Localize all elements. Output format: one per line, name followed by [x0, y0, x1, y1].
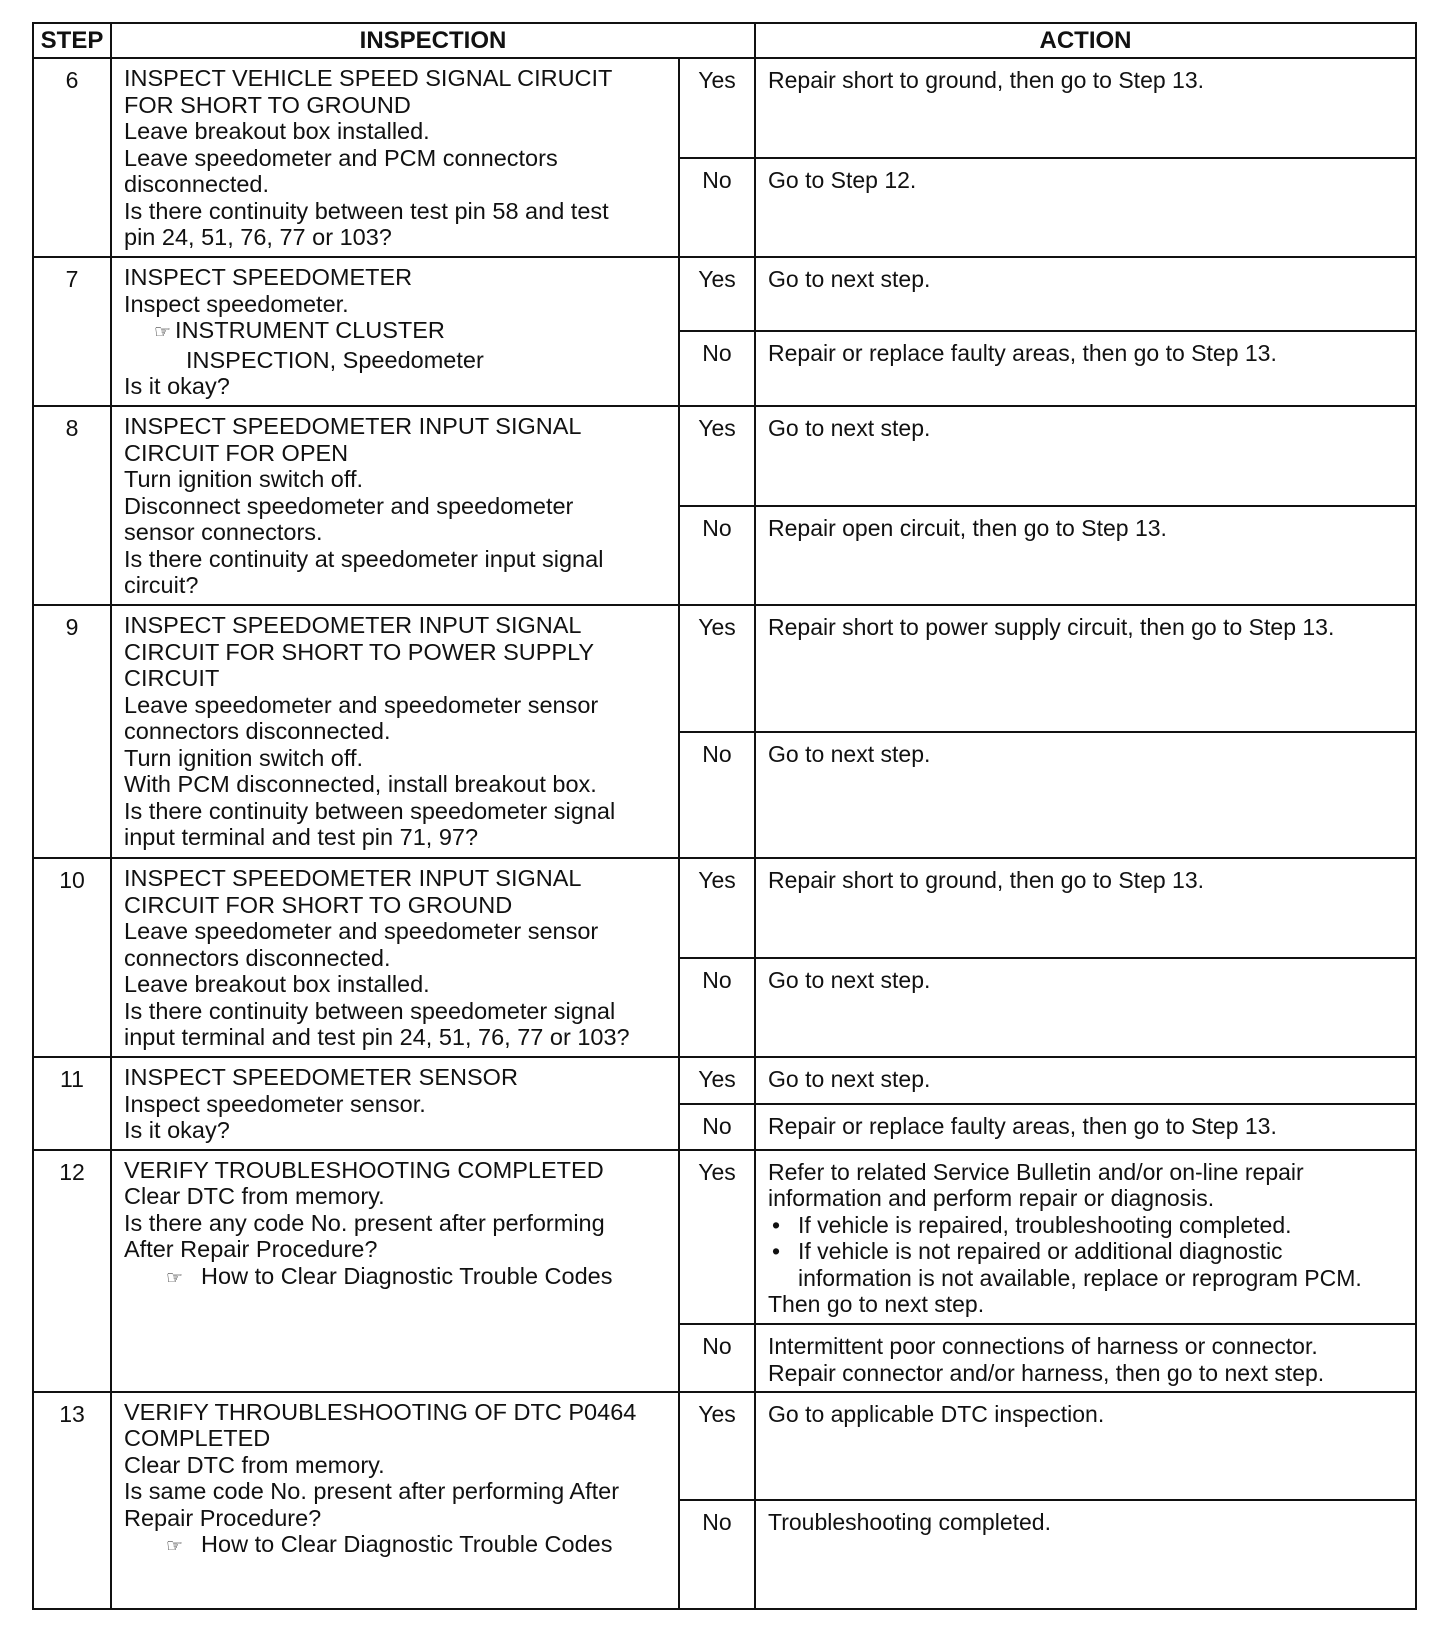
inspection-text: disconnected.: [124, 171, 270, 197]
action-text: Then go to next step.: [768, 1291, 985, 1318]
bullet-continuation: information is not available, replace or reprogram PCM.: [798, 1264, 1362, 1291]
inspection-text: Leave speedometer and speedometer sensor: [124, 691, 599, 718]
action-text: Go to next step.: [768, 740, 931, 767]
inspection-cell: [111, 858, 679, 1057]
action-text: Intermittent poor connections of harness or connector.: [768, 1333, 1318, 1360]
step-number: 10: [33, 858, 111, 1057]
table-row: [33, 858, 1416, 958]
yes-label: Yes: [679, 1392, 755, 1500]
reference-pointer-icon: ☞: [154, 322, 172, 344]
yes-label: Yes: [679, 1057, 755, 1103]
inspection-text: Inspect speedometer sensor.: [124, 1090, 426, 1117]
inspection-cell: [111, 257, 679, 406]
yes-action: [755, 257, 1416, 331]
action-text: Repair open circuit, then go to Step 13.: [768, 514, 1167, 541]
inspection-title: INSPECT SPEEDOMETER SENSOR: [124, 1064, 518, 1091]
inspection-text: Clear DTC from memory.: [124, 1183, 385, 1210]
action-text: Go to next step.: [768, 266, 931, 293]
no-action: [755, 958, 1416, 1058]
inspection-text: Is there continuity between speedometer signal: [124, 797, 616, 824]
yes-label: Yes: [679, 605, 755, 731]
inspection-title: CIRCUIT: [124, 665, 220, 692]
reference-link[interactable]: ☞ How to Clear Diagnostic Trouble Codes: [124, 1263, 668, 1293]
table-row: [33, 257, 1416, 331]
inspection-text: Leave speedometer and PCM connectors: [124, 144, 558, 171]
inspection-text: sensor connectors.: [124, 519, 323, 546]
inspection-text: connectors disconnected.: [124, 944, 391, 971]
table-header-row: [33, 23, 1416, 58]
action-text: Go to next step.: [768, 415, 931, 442]
inspection-text: input terminal and test pin 71, 97?: [124, 824, 479, 851]
inspection-cell: [111, 58, 679, 257]
inspection-title: INSPECT SPEEDOMETER: [124, 264, 413, 291]
table-row: [33, 1392, 1416, 1500]
no-label: No: [679, 1500, 755, 1609]
yes-label: Yes: [679, 1150, 755, 1325]
inspection-text: With PCM disconnected, install breakout box.: [124, 771, 597, 798]
yes-action: [755, 1057, 1416, 1103]
reference-pointer-icon: ☞: [166, 1267, 184, 1289]
inspection-title: INSPECT SPEEDOMETER INPUT SIGNAL: [124, 612, 582, 639]
action-text: Repair short to ground, then go to Step 13.: [768, 867, 1205, 894]
inspection-cell: [111, 1150, 679, 1392]
step-header: STEP: [33, 23, 111, 58]
inspection-text: input terminal and test pin 24, 51, 76, 77 or 103?: [124, 1024, 630, 1051]
no-action: [755, 331, 1416, 406]
inspection-text: Leave breakout box installed.: [124, 971, 430, 998]
inspection-text: After Repair Procedure?: [124, 1236, 378, 1263]
inspection-cell: [111, 605, 679, 858]
table-row: [33, 406, 1416, 506]
no-action: [755, 732, 1416, 858]
no-label: No: [679, 506, 755, 606]
yes-action: [755, 858, 1416, 958]
inspection-title: VERIFY THROUBLESHOOTING OF DTC P0464: [124, 1398, 637, 1425]
inspection-text: Leave speedometer and speedometer sensor: [124, 918, 599, 945]
inspection-title: INSPECT VEHICLE SPEED SIGNAL CIRUCIT: [124, 65, 613, 91]
step-number: 9: [33, 605, 111, 858]
action-text: Repair short to power supply circuit, then go to Step 13.: [768, 614, 1335, 641]
bullet-icon: •: [772, 1238, 781, 1265]
no-label: No: [679, 958, 755, 1058]
bullet-item: • If vehicle is repaired, troubleshooting completed.: [772, 1211, 1292, 1238]
inspection-text: Is there continuity at speedometer input signal: [124, 545, 604, 572]
inspection-text: Is it okay?: [124, 373, 230, 400]
action-text: Repair short to ground, then go to Step 13.: [768, 67, 1205, 93]
no-action: [755, 1500, 1416, 1609]
no-action: [755, 1324, 1416, 1392]
action-text: information and perform repair or diagnosis.: [768, 1185, 1215, 1212]
step-number: 12: [33, 1150, 111, 1392]
inspection-cell: [111, 406, 679, 605]
inspection-text: Is there continuity between speedometer signal: [124, 997, 616, 1024]
action-text: Go to next step.: [768, 966, 931, 993]
inspection-text: Disconnect speedometer and speedometer: [124, 492, 574, 519]
table-row: [33, 58, 1416, 158]
inspection-title: CIRCUIT FOR SHORT TO GROUND: [124, 891, 513, 918]
inspection-header: INSPECTION: [111, 23, 755, 58]
action-text: Go to applicable DTC inspection.: [768, 1400, 1105, 1427]
bullet-icon: •: [772, 1211, 781, 1238]
reference-link-cont[interactable]: INSPECTION, Speedometer: [186, 346, 484, 373]
reference-link[interactable]: ☞ INSTRUMENT CLUSTER: [124, 317, 668, 347]
inspection-text: Is it okay?: [124, 1117, 230, 1144]
inspection-text: Leave breakout box installed.: [124, 118, 430, 144]
bullet-item: • If vehicle is not repaired or additional diagnostic: [772, 1238, 1283, 1265]
action-text: Go to Step 12.: [768, 166, 917, 193]
yes-label: Yes: [679, 406, 755, 506]
inspection-text: pin 24, 51, 76, 77 or 103?: [124, 224, 392, 250]
step-number: 7: [33, 257, 111, 406]
table-row: [33, 1150, 1416, 1325]
yes-label: Yes: [679, 257, 755, 331]
inspection-text: Repair Procedure?: [124, 1504, 322, 1531]
inspection-title: CIRCUIT FOR SHORT TO POWER SUPPLY: [124, 638, 595, 665]
inspection-text: Is there any code No. present after performing: [124, 1209, 605, 1236]
yes-action: [755, 1150, 1416, 1325]
yes-action: [755, 1392, 1416, 1500]
step-number: 6: [33, 58, 111, 257]
inspection-text: connectors disconnected.: [124, 718, 391, 745]
action-header: ACTION: [755, 23, 1416, 58]
diagnostic-table: [32, 22, 1417, 1610]
inspection-title: FOR SHORT TO GROUND: [124, 91, 411, 118]
inspection-title: INSPECT SPEEDOMETER INPUT SIGNAL: [124, 413, 582, 440]
inspection-cell: [111, 1057, 679, 1149]
inspection-title: VERIFY TROUBLESHOOTING COMPLETED: [124, 1156, 604, 1183]
step-number: 11: [33, 1057, 111, 1149]
yes-label: Yes: [679, 58, 755, 158]
inspection-text: Turn ignition switch off.: [124, 466, 364, 493]
action-text: Repair or replace faulty areas, then go to Step 13.: [768, 1112, 1277, 1139]
inspection-title: INSPECT SPEEDOMETER INPUT SIGNAL: [124, 865, 582, 892]
step-number: 8: [33, 406, 111, 605]
yes-label: Yes: [679, 858, 755, 958]
action-text: Repair or replace faulty areas, then go to Step 13.: [768, 340, 1277, 367]
action-text: Go to next step.: [768, 1066, 931, 1093]
inspection-text: circuit?: [124, 572, 199, 599]
action-text: Repair connector and/or harness, then go to next step.: [768, 1359, 1325, 1386]
no-action: [755, 1104, 1416, 1150]
inspection-title: COMPLETED: [124, 1425, 271, 1452]
table-row: [33, 605, 1416, 731]
no-label: No: [679, 732, 755, 858]
reference-link[interactable]: ☞ How to Clear Diagnostic Trouble Codes: [124, 1531, 668, 1561]
inspection-text: Clear DTC from memory.: [124, 1451, 385, 1478]
no-label: No: [679, 1104, 755, 1150]
action-text: Troubleshooting completed.: [768, 1508, 1051, 1535]
inspection-text: Inspect speedometer.: [124, 290, 349, 317]
step-number: 13: [33, 1392, 111, 1609]
yes-action: [755, 58, 1416, 158]
inspection-text: Is there continuity between test pin 58 and test: [124, 197, 609, 224]
no-label: No: [679, 1324, 755, 1392]
table-row: [33, 1057, 1416, 1103]
no-label: No: [679, 331, 755, 406]
reference-pointer-icon: ☞: [166, 1536, 184, 1558]
yes-action: [755, 406, 1416, 506]
no-label: No: [679, 158, 755, 258]
inspection-cell: [111, 1392, 679, 1609]
no-action: [755, 506, 1416, 606]
inspection-title: CIRCUIT FOR OPEN: [124, 439, 349, 466]
inspection-text: Turn ignition switch off.: [124, 744, 364, 771]
no-action: [755, 158, 1416, 258]
inspection-text: Is same code No. present after performing After: [124, 1478, 620, 1505]
action-text: Refer to related Service Bulletin and/or on-line repair: [768, 1158, 1304, 1185]
yes-action: [755, 605, 1416, 731]
